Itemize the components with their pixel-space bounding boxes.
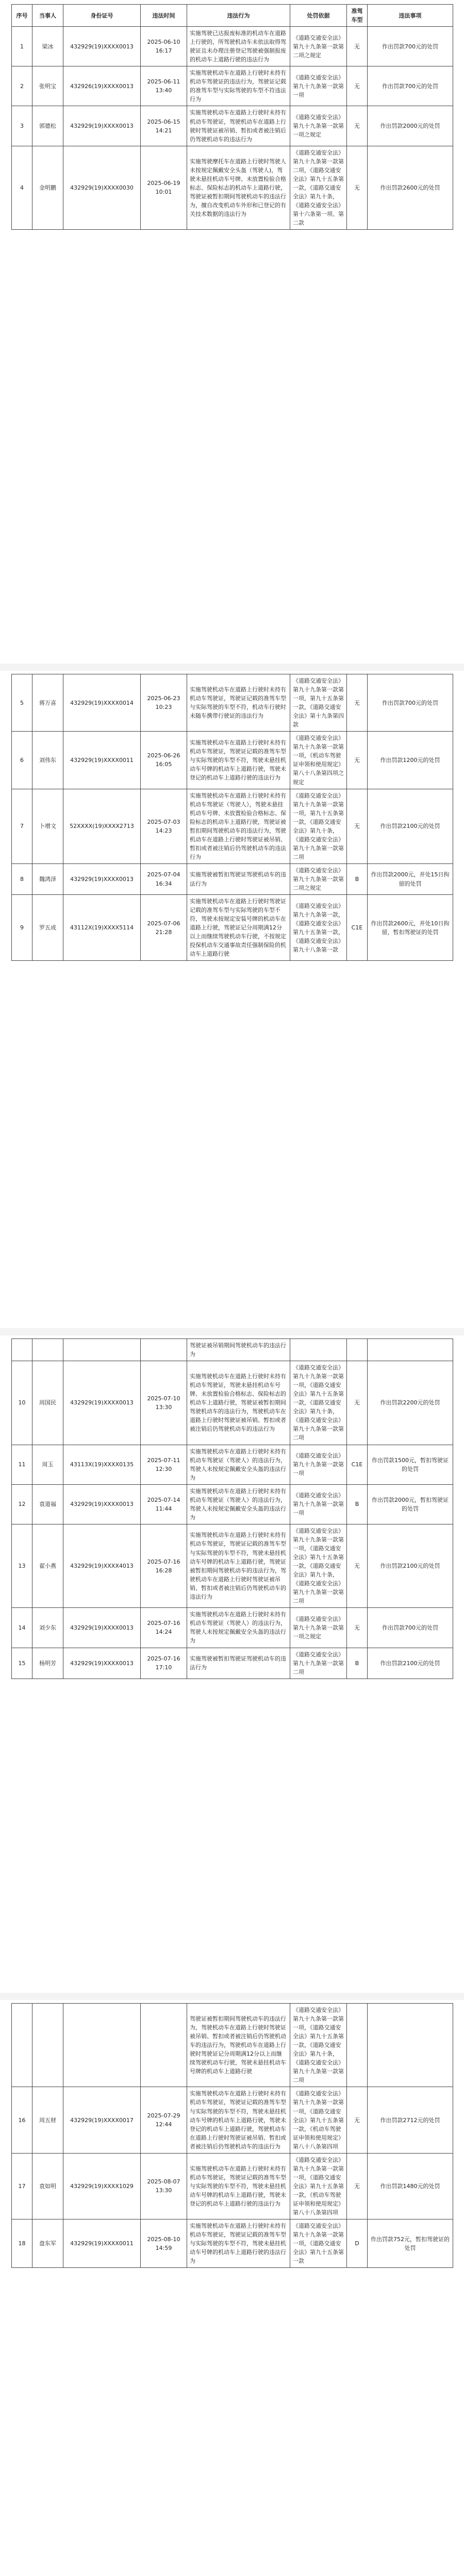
id-number: 432929(19)XXXX4013 <box>63 1524 141 1607</box>
party-name: 郭德松 <box>32 106 63 146</box>
page-break <box>0 664 464 671</box>
violation-time: 2025-07-16 14:24 <box>141 1608 187 1648</box>
violation-act: 实施驾驶机动车在道路上行驶时未持有机动车驾驶证（驾驶人）的违法行为，驾驶人未按规定佩戴安全头盔的违法行为 <box>187 1608 290 1648</box>
penalty-result: 作出罚款700元的处罚 <box>368 1608 453 1648</box>
violation-time: 2025-07-06 21:28 <box>141 895 187 961</box>
row-index <box>12 2004 32 2087</box>
row-index: 10 <box>12 1361 32 1445</box>
penalty-result: 作出罚款2000元的处罚 <box>368 106 453 146</box>
table-row <box>12 1648 453 1679</box>
license-type: 无 <box>347 789 368 863</box>
id-number: 43112X(19)XXXX5114 <box>63 895 141 961</box>
id-number: 432929(19)XXXX0013 <box>63 106 141 146</box>
penalty-basis: 《道路交通安全法》第九十九条第一款第一项，《道路交通安全法》第九十五条第一款，《道路交通安全法》第九十条，《道路交通安全法》第九十九条第一款第二项 <box>290 2004 347 2087</box>
table-header-row <box>12 5 453 27</box>
violation-time: 2025-07-04 16:34 <box>141 863 187 894</box>
table-row <box>12 2219 453 2268</box>
table-row <box>12 146 453 229</box>
row-index: 7 <box>12 789 32 863</box>
party-name: 翟小燕 <box>32 1524 63 1607</box>
row-index: 11 <box>12 1445 32 1484</box>
violation-act: 实施驾驶机动车在道路上行驶时未持有机动车驾驶证，驾驶机动车在道路上行驶时驾驶证被吊销、暂扣或者被注销后仍驾驶机动车的违法行为 <box>187 106 290 146</box>
license-type: B <box>347 863 368 894</box>
id-number <box>63 2004 141 2087</box>
license-type: 无 <box>347 146 368 229</box>
penalty-basis: 《道路交通安全法》第九十九条第一款第一项，第九十五条第一款，《道路交通安全法》第九十条，《道路交通安全法》第九十九条第一款第二项 <box>290 789 347 863</box>
violation-act: 实施驾驶机动车在道路上行驶时驾驶证记载的准驾车型与实际驾驶的车型不符，驾驶未按规定安装号牌的机动车在道路上行驶，驾驶证记分周期满12分以上而继续驾驶机动车行驶，不按规定投保机动车交通事故责任强制保险的机动车上道路行驶 <box>187 895 290 961</box>
violation-act: 实施驾驶机动车在道路上行驶时未持有机动车驾驶证（驾驶人）的违法行为，驾驶人未按规定佩戴安全头盔的违法行为 <box>187 1445 290 1484</box>
violation-time <box>141 2004 187 2087</box>
party-name: 杨明芳 <box>32 1648 63 1679</box>
table-row <box>12 106 453 146</box>
row-index: 2 <box>12 66 32 106</box>
penalty-table <box>11 1338 453 1679</box>
license-type: 无 <box>347 732 368 789</box>
id-number: 432929(19)XXXX0030 <box>63 146 141 229</box>
violation-act: 实施驾驶机动车在道路上行驶时未持有机动车驾驶证（驾驶人），驾驶未悬挂机动车号牌、未放置检验合格标志、保险标志的机动车上道路行驶，驾驶证被暂扣期间驾驶机动车的违法行为，驾驶机动车在道路上行驶时驾驶证被吊销、暂扣或者被注销后仍驾驶机动车的违法行为 <box>187 789 290 863</box>
table-row <box>12 2153 453 2219</box>
license-type: 无 <box>347 27 368 66</box>
penalty-result: 作出罚款1200元的处罚 <box>368 732 453 789</box>
document-page <box>11 1338 453 1998</box>
penalty-result <box>368 1339 453 1361</box>
table-row <box>12 895 453 961</box>
document-page <box>11 2003 453 2576</box>
id-number: 432929(19)XXXX0011 <box>63 732 141 789</box>
violation-time: 2025-06-26 16:05 <box>141 732 187 789</box>
license-type: C1E <box>347 1445 368 1484</box>
penalty-result: 作出罚款2600元的处罚 <box>368 146 453 229</box>
party-name: 梁冰 <box>32 27 63 66</box>
party-name: 袁道福 <box>32 1484 63 1524</box>
id-number: 52XXXX(19)XXXX2713 <box>63 789 141 863</box>
id-number: 432929(19)XXXX0013 <box>63 1608 141 1648</box>
penalty-basis: 《道路交通安全法》第九十九条第一款第一项 <box>290 1445 347 1484</box>
violation-time: 2025-06-19 10:01 <box>141 146 187 229</box>
row-index: 4 <box>12 146 32 229</box>
violation-act: 驾驶证被暂扣期间驾驶机动车的违法行为，驾驶机动车在道路上行驶时驾驶证被吊销、暂扣或者被注销后仍驾驶机动车的违法行为，驾驶机动车在道路上行驶时驾驶证记分周期满12分以上而继续驾驶机动车行驶，驾驶未悬挂机动车号牌的机动车上道路行驶 <box>187 2004 290 2087</box>
violation-time: 2025-07-29 12:44 <box>141 2087 187 2153</box>
document-page <box>11 674 453 1333</box>
table-row <box>12 863 453 894</box>
table-row <box>12 732 453 789</box>
id-number: 432929(19)XXXX0013 <box>63 1361 141 1445</box>
license-type: 无 <box>347 106 368 146</box>
table-row <box>12 1524 453 1607</box>
page-break <box>0 1328 464 1335</box>
license-type <box>347 2004 368 2087</box>
id-number: 432929(19)XXXX0014 <box>63 674 141 732</box>
row-index: 16 <box>12 2087 32 2153</box>
license-type: B <box>347 1648 368 1679</box>
penalty-basis: 《道路交通安全法》第九十九条第一款第一项 <box>290 66 347 106</box>
party-name: 周玉 <box>32 1445 63 1484</box>
penalty-result: 作出罚款2600元，并处10日拘留，暂扣驾驶证的处罚 <box>368 895 453 961</box>
violation-time: 2025-07-14 11:44 <box>141 1484 187 1524</box>
violation-act: 实施驾驶摩托车在道路上行驶时驾驶人未按规定佩戴安全头盔（驾驶人)，驾驶未悬挂机动车号牌、未放置检验合格标志、保险标志的机动车上道路行驶，驾驶证被暂扣期间驾驶机动车的违法行为，擅自改变机动车外形和已登记的有关技术数据的违法行为 <box>187 146 290 229</box>
id-number: 432926(19)XXXX0013 <box>63 66 141 106</box>
violation-act: 实施驾驶被暂扣驾驶证驾驶机动车的违法行为 <box>187 1648 290 1679</box>
violation-act: 实施驾驶机动车在道路上行驶时未持有机动车驾驶证，驾驶证记载的准驾车型与实际驾驶的车型不符，机动车行驶时未随车携带行驶证的违法行为 <box>187 674 290 732</box>
row-index: 18 <box>12 2219 32 2268</box>
license-type: 无 <box>347 2087 368 2153</box>
penalty-result: 作出罚款752元，暂扣驾驶证的处罚 <box>368 2219 453 2268</box>
penalty-table <box>11 2003 453 2268</box>
row-index: 12 <box>12 1484 32 1524</box>
penalty-result: 作出罚款2200元的处罚 <box>368 1361 453 1445</box>
penalty-basis: 《道路交通安全法》第九十九条第一款第一项，《机动车驾驶证申领和使用规定》第八十八条第四项之规定 <box>290 732 347 789</box>
violation-time: 2025-06-15 14:21 <box>141 106 187 146</box>
column-header-index: 序号 <box>12 5 32 27</box>
penalty-result: 作出罚款1480元的处罚 <box>368 2153 453 2219</box>
violation-time: 2025-07-11 12:30 <box>141 1445 187 1484</box>
page-break <box>0 1993 464 2000</box>
license-type: 无 <box>347 1361 368 1445</box>
party-name: 金明鹏 <box>32 146 63 229</box>
column-header-law: 处罚依据 <box>290 5 347 27</box>
id-number: 43113X(19)XXXX0135 <box>63 1445 141 1484</box>
violation-time: 2025-06-23 10:23 <box>141 674 187 732</box>
id-number: 432929(19)XXXX1029 <box>63 2153 141 2219</box>
violation-act: 实施驾驶机动车在道路上行驶时未持有机动车驾驶证，驾驶证记载的准驾车型与实际驾驶的车型不符，驾驶未悬挂机动车号牌的机动车上道路行驶，驾驶未登记的机动车上道路行驶的违法行为 <box>187 2153 290 2219</box>
penalty-table <box>11 674 453 961</box>
license-type <box>347 1339 368 1361</box>
penalty-result: 作出罚款2000元，并处15日拘留的处罚 <box>368 863 453 894</box>
violation-time: 2025-08-07 13:30 <box>141 2153 187 2219</box>
party-name: 罗五成 <box>32 895 63 961</box>
table-row <box>12 2087 453 2153</box>
violation-time: 2025-07-16 16:28 <box>141 1524 187 1607</box>
violation-act: 实施驾驶机动车在道路上行驶时未持有机动车驾驶证（驾驶人）的违法行为，驾驶人未按规定佩戴安全头盔的违法行为 <box>187 1484 290 1524</box>
id-number: 432929(19)XXXX0013 <box>63 27 141 66</box>
column-header-party: 当事人 <box>32 5 63 27</box>
penalty-basis: 《道路交通安全法》第九十九条第一款第二项，《道路交通安全法》第九十五条第一款，《道路交通安全法》第九十条，《道路交通安全法》第十六条第一项、第二款 <box>290 146 347 229</box>
table-row <box>12 674 453 732</box>
penalty-result: 作出罚款1500元，暂扣驾驶证的处罚 <box>368 1445 453 1484</box>
penalty-result: 作出罚款2100元的处罚 <box>368 1648 453 1679</box>
violation-act: 实施驾驶机动车在道路上行驶时未持有机动车驾驶证，驾驶证记载的准驾车型与实际驾驶的车型不符，驾驶未悬挂机动车号牌的机动车上道路行驶的违法行为 <box>187 2219 290 2268</box>
party-name: 魏鸿泽 <box>32 863 63 894</box>
table-row <box>12 1484 453 1524</box>
row-index: 3 <box>12 106 32 146</box>
penalty-basis: 《道路交通安全法》第九十九条第一款第一项，《道路交通安全法》第九十五条第一款，《机动车驾驶证申领和使用规定》第八十八条第四项 <box>290 2153 347 2219</box>
penalty-basis: 《道路交通安全法》第九十九条第一款第一项之规定 <box>290 1608 347 1648</box>
party-name <box>32 2004 63 2087</box>
violation-time: 2025-07-03 14:23 <box>141 789 187 863</box>
id-number: 432929(19)XXXX0017 <box>63 2087 141 2153</box>
penalty-result: 作出罚款700元的处罚 <box>368 66 453 106</box>
table-row <box>12 789 453 863</box>
id-number: 432929(19)XXXX0013 <box>63 1648 141 1679</box>
party-name: 周五财 <box>32 2087 63 2153</box>
table-row <box>12 1361 453 1445</box>
party-name: 盘东军 <box>32 2219 63 2268</box>
penalty-basis: 《道路交通安全法》第九十九条第一款第一项，《道路交通安全法》第九十五条第一款 <box>290 2219 347 2268</box>
table-row <box>12 1445 453 1484</box>
row-index: 17 <box>12 2153 32 2219</box>
party-name <box>32 1339 63 1361</box>
party-name: 蒋万喜 <box>32 674 63 732</box>
penalty-result: 作出罚款2000元，暂扣驾驶证的处罚 <box>368 1484 453 1524</box>
penalty-basis: 《道路交通安全法》第九十九条第一款第一项，第九十五条第一款，《道路交通安全法》第十九条第四款 <box>290 674 347 732</box>
license-type: C1E <box>347 895 368 961</box>
violation-time: 2025-07-16 17:10 <box>141 1648 187 1679</box>
row-index: 6 <box>12 732 32 789</box>
penalty-result: 作出罚款2712元的处罚 <box>368 2087 453 2153</box>
violation-act: 驾驶证被吊销期间驾驶机动车的违法行为 <box>187 1339 290 1361</box>
table-row <box>12 1339 453 1361</box>
license-type: 无 <box>347 66 368 106</box>
party-name: 张明宝 <box>32 66 63 106</box>
violation-time: 2025-08-10 14:59 <box>141 2219 187 2268</box>
document-page <box>11 4 453 669</box>
violation-act: 实施驾驶被暂扣驾驶证驾驶机动车的违法行为 <box>187 863 290 894</box>
row-index: 15 <box>12 1648 32 1679</box>
violation-time: 2025-06-10 16:17 <box>141 27 187 66</box>
row-index: 9 <box>12 895 32 961</box>
party-name: 卜增文 <box>32 789 63 863</box>
violation-time <box>141 1339 187 1361</box>
penalty-basis: 《道路交通安全法》第九十九条第一款第一项之规定 <box>290 106 347 146</box>
penalty-basis: 《道路交通安全法》第九十九条第一款第二项之规定 <box>290 863 347 894</box>
id-number: 432929(19)XXXX0013 <box>63 863 141 894</box>
penalty-result: 作出罚款700元的处罚 <box>368 674 453 732</box>
column-header-act: 违法行为 <box>187 5 290 27</box>
table-row <box>12 27 453 66</box>
penalty-basis: 《道路交通安全法》第九十九条第一款第一项，《道路交通安全法》第九十五条第一款，《机动车驾驶证申领和使用规定》第八十八条第四项 <box>290 2087 347 2153</box>
column-header-time: 违法时间 <box>141 5 187 27</box>
row-index: 13 <box>12 1524 32 1607</box>
row-index: 5 <box>12 674 32 732</box>
column-header-result: 违法事项 <box>368 5 453 27</box>
penalty-result: 作出罚款2100元的处罚 <box>368 789 453 863</box>
license-type: 无 <box>347 1524 368 1607</box>
penalty-result <box>368 2004 453 2087</box>
table-row <box>12 2004 453 2087</box>
license-type: B <box>347 1484 368 1524</box>
license-type: 无 <box>347 674 368 732</box>
party-name: 刘伟东 <box>32 732 63 789</box>
party-name: 袁如明 <box>32 2153 63 2219</box>
penalty-result: 作出罚款2100元的处罚 <box>368 1524 453 1607</box>
license-type: 无 <box>347 2153 368 2219</box>
id-number <box>63 1339 141 1361</box>
violation-time: 2025-07-10 13:30 <box>141 1361 187 1445</box>
table-row <box>12 66 453 106</box>
penalty-basis: 《道路交通安全法》第九十九条第一款第一项，《道路交通安全法》第九十五条第一款，《道路交通安全法》第九十条，《道路交通安全法》第九十九条第一款第二项 <box>290 1524 347 1607</box>
penalty-table <box>11 4 453 230</box>
license-type: 无 <box>347 1608 368 1648</box>
party-name: 周国民 <box>32 1361 63 1445</box>
violation-act: 实施驾驶机动车在道路上行驶时未持有机动车驾驶证，驾驶证记载的准驾车型与实际驾驶的车型不符，驾驶未悬挂机动车号牌的机动车上道路行驶，驾驶未登记的机动车上道路行驶的违法行为 <box>187 732 290 789</box>
table-row <box>12 1608 453 1648</box>
penalty-basis: 《道路交通安全法》第九十九条第一款第一项 <box>290 1484 347 1524</box>
id-number: 432929(19)XXXX0013 <box>63 1484 141 1524</box>
column-header-id: 身份证号 <box>63 5 141 27</box>
penalty-basis: 《道路交通安全法》第九十九条第一款第二项 <box>290 1648 347 1679</box>
violation-act: 实施驾驶机动车在道路上行驶时未持有机动车驾驶证，驾驶证记载的准驾车型与实际驾驶的车型不符，驾驶未悬挂机动车号牌的机动车上道路行驶，驾驶证被暂扣期间驾驶机动车的违法行为，驾驶机动车在道路上行驶时驾驶证被吊销、暂扣或者被注销后仍驾驶机动车的违法行为 <box>187 1524 290 1607</box>
penalty-basis: 《道路交通安全法》第九十九条第一款第一项，《道路交通安全法》第九十五条第一款，《道路交通安全法》第九十条，《道路交通安全法》第九十九条第一款第二项 <box>290 1361 347 1445</box>
penalty-result: 作出罚款700元的处罚 <box>368 27 453 66</box>
row-index <box>12 1339 32 1361</box>
row-index: 1 <box>12 27 32 66</box>
license-type: D <box>347 2219 368 2268</box>
violation-act: 实施驾驶已达报废标准的机动车在道路上行驶的，所驾驶机动车未依法取得驾驶证且未办理注册登记驾驶被强制报废的机动车上道路行驶的违法行为 <box>187 27 290 66</box>
violation-act: 实施驾驶机动车在道路上行驶时未持有机动车驾驶证，驾驶未悬挂机动车号牌、未放置检验合格标志、保险标志的机动车上道路行驶，驾驶证被暂扣期间驾驶机动车的违法行为，驾驶机动车在道路上行驶时驾驶证被吊销、暂扣或者被注销后仍驾驶机动车的违法行为 <box>187 1361 290 1445</box>
id-number: 432929(19)XXXX0011 <box>63 2219 141 2268</box>
party-name: 刘少东 <box>32 1608 63 1648</box>
violation-act: 实施驾驶机动车在道路上行驶时未持有机动车驾驶证，驾驶证记载的准驾车型与实际驾驶的车型不符，驾驶未悬挂机动车号牌的机动车上道路行驶，驾驶未登记的机动车上道路行驶，驾驶机动车在道路上行驶时驾驶证被吊销、暂扣或者被注销后仍驾驶机动车的违法行为 <box>187 2087 290 2153</box>
penalty-basis: 《道路交通安全法》第九十九条第一款第二项之规定 <box>290 27 347 66</box>
violation-act: 实施驾驶机动车在道路上行驶时未持有机动车驾驶证的违法行为，驾驶证记载的准驾车型与实际驾驶的车型不符违法行为 <box>187 66 290 106</box>
penalty-basis: 《道路交通安全法》第九十九条第一款，《道路交通安全法》第九十五条第一款，《道路交通安全法》第九十八条第一款 <box>290 895 347 961</box>
row-index: 14 <box>12 1608 32 1648</box>
penalty-basis <box>290 1339 347 1361</box>
row-index: 8 <box>12 863 32 894</box>
violation-time: 2025-06-11 13:40 <box>141 66 187 106</box>
column-header-license: 准驾车型 <box>347 5 368 27</box>
